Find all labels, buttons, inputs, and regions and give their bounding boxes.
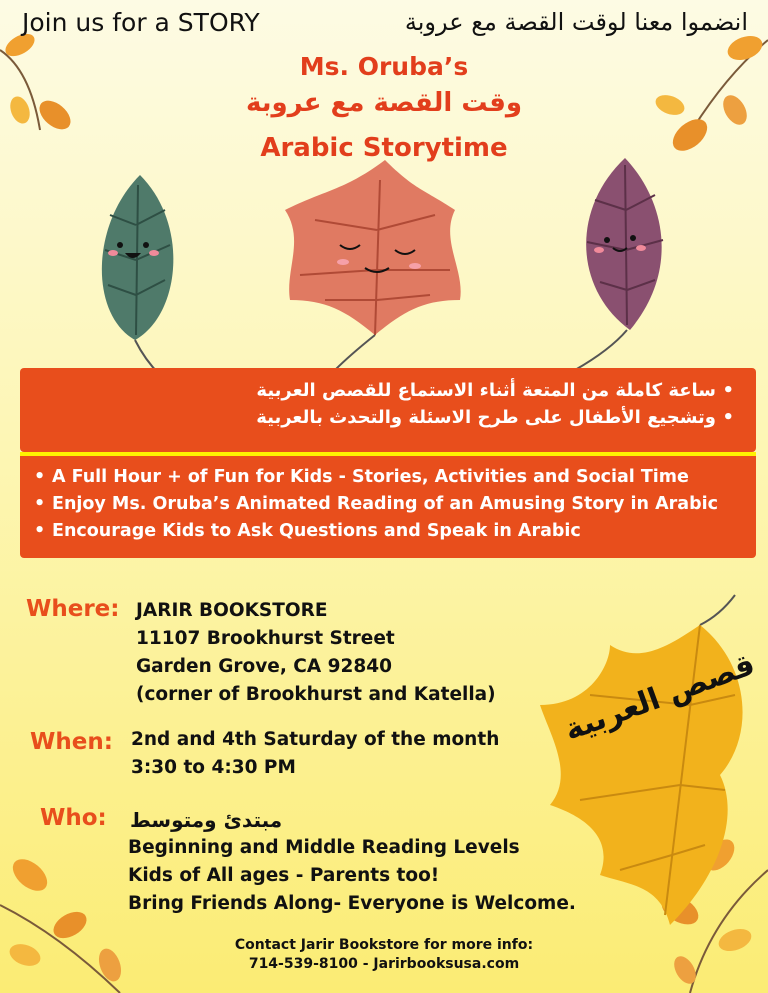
leaf-arabic-text: قصص العربية <box>560 646 760 749</box>
smiling-purple-leaf-icon <box>555 150 680 370</box>
autumn-leaf-branch-icon <box>0 30 90 140</box>
sleepy-coral-leaf-icon <box>265 150 480 370</box>
who-line: Kids of All ages - Parents too! <box>128 865 440 886</box>
who-label: Who: <box>40 805 107 831</box>
when-details <box>131 726 499 782</box>
where-line: Garden Grove, CA 92840 <box>136 656 392 677</box>
header-left-text: Join us for a STORY <box>22 8 260 37</box>
who-line: Beginning and Middle Reading Levels <box>128 837 520 858</box>
english-bullet: • Enjoy Ms. Oruba’s Animated Reading of an Amusing Story in Arabic <box>34 491 756 518</box>
english-bullets-panel <box>20 456 756 558</box>
arabic-title: وقت القصة مع عروبة <box>245 88 523 118</box>
presenter-name: Ms. Oruba’s <box>299 52 469 81</box>
where-label: Where: <box>26 596 120 622</box>
when-line: 2nd and 4th Saturday of the month <box>131 729 500 750</box>
contact-line: Contact Jarir Bookstore for more info: <box>234 937 534 953</box>
when-label: When: <box>30 729 113 755</box>
where-details <box>136 597 496 709</box>
header-right-text: انضموا معنا لوقت القصة مع عروبة <box>404 8 748 36</box>
english-bullet: • A Full Hour + of Fun for Kids - Stories, Activities and Social Time <box>34 464 756 491</box>
where-line: (corner of Brookhurst and Katella) <box>136 684 496 705</box>
when-line: 3:30 to 4:30 PM <box>131 757 296 778</box>
where-line: 11107 Brookhurst Street <box>136 628 395 649</box>
arabic-bullets-panel <box>20 368 756 452</box>
who-arabic-level: مبتدئ ومتوسط <box>130 808 283 832</box>
contact-info <box>0 936 768 974</box>
english-title: Arabic Storytime <box>260 133 508 163</box>
contact-line: 714-539-8100 - Jarirbooksusa.com <box>248 956 520 972</box>
smiling-green-leaf-icon <box>80 165 190 375</box>
who-line: Bring Friends Along- Everyone is Welcome. <box>128 893 576 914</box>
english-bullet: • Encourage Kids to Ask Questions and Speak in Arabic <box>34 518 756 545</box>
arabic-bullet: • وتشجيع الأطفال على طرح الاسئلة والتحدث بالعربية <box>20 404 734 431</box>
where-line: JARIR BOOKSTORE <box>136 600 328 621</box>
arabic-bullet: • ساعة كاملة من المتعة أثناء الاستماع للقصص العربية <box>20 377 734 404</box>
who-details <box>128 834 576 918</box>
